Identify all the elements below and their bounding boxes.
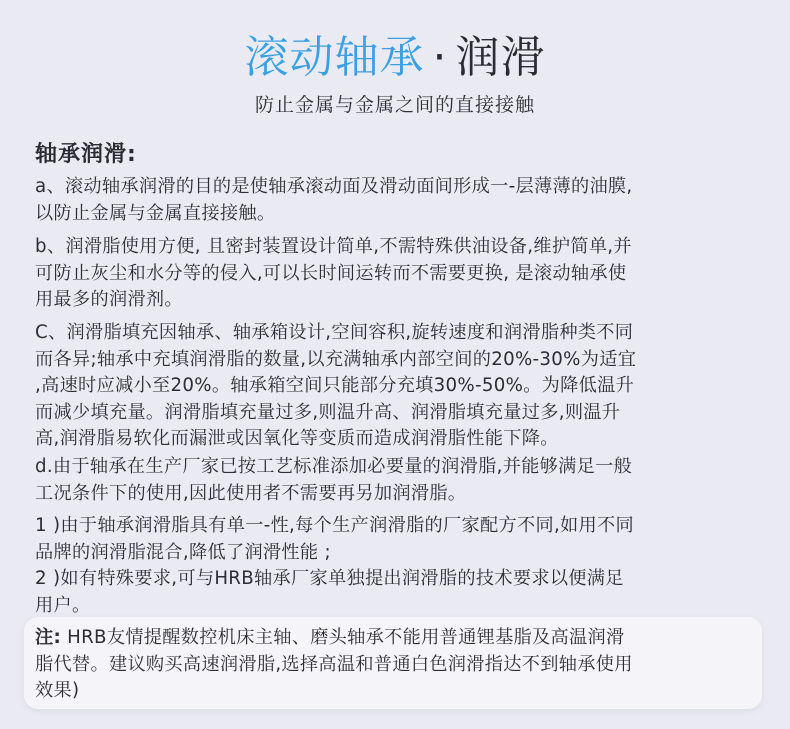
title-separator: · <box>432 32 448 83</box>
page-title <box>0 28 790 88</box>
paragraph-d: d.由于轴承在生产厂家已按工艺标准添加必要量的润滑脂,并能够满足一般 工况条件下的使用,因此使用者不需要再另加润滑脂。 <box>35 456 633 504</box>
paragraph-c: C、润滑脂填充因轴承、轴承箱设计,空间容积,旋转速度和润滑脂种类不同 而各异;轴承中充填润滑脂的数量,以充满轴承内部空间的20%-30%为适宜 ,高速时应减小至20%。轴承箱空间只能部分充填30%-50%。为降低温升 而减少填充量。润滑脂填充量过多,则温升高、润滑脂填充量过多,则温升 高,润滑脂易软化而漏泄或因氧化等变质而造成润滑脂性能下降。 <box>35 322 637 449</box>
paragraph-b: b、润滑脂使用方便, 且密封装置设计简单,不需特殊供油设备,维护简单,并 可防止灰尘和水分等的侵入,可以长时间运转而不需要更换, 是滚动轴承使 用最多的润滑剂。 <box>35 236 632 310</box>
paragraph-a: a、滚动轴承润滑的目的是使轴承滚动面及滑动面间形成一-层薄薄的油膜, 以防止金属与金属直接接触。 <box>35 176 633 224</box>
section-heading: 轴承润滑: <box>35 142 137 167</box>
note-label: 注: <box>35 627 62 648</box>
list-item-1: 1 )由于轴承润滑脂具有单一-性,每个生产润滑脂的厂家配方不同,如用不同 品牌的润滑脂混合,降低了润滑性能 ; <box>35 515 634 563</box>
title-main-text: 润滑 <box>455 32 546 83</box>
note-body: HRB友情提醒数控机床主轴、磨头轴承不能用普通锂基脂及高温润滑 脂代替。建议购买高速润滑脂,选择高温和普通白色润滑指达不到轴承使用 效果) <box>35 627 633 701</box>
note-text <box>35 625 760 705</box>
title-accent-text: 滚动轴承 <box>244 32 425 83</box>
list-item-2: 2 )如有特殊要求,可与HRB轴承厂家单独提出润滑脂的技术要求以便满足 用户。 <box>35 568 624 616</box>
page-subtitle: 防止金属与金属之间的直接接触 <box>254 94 535 116</box>
